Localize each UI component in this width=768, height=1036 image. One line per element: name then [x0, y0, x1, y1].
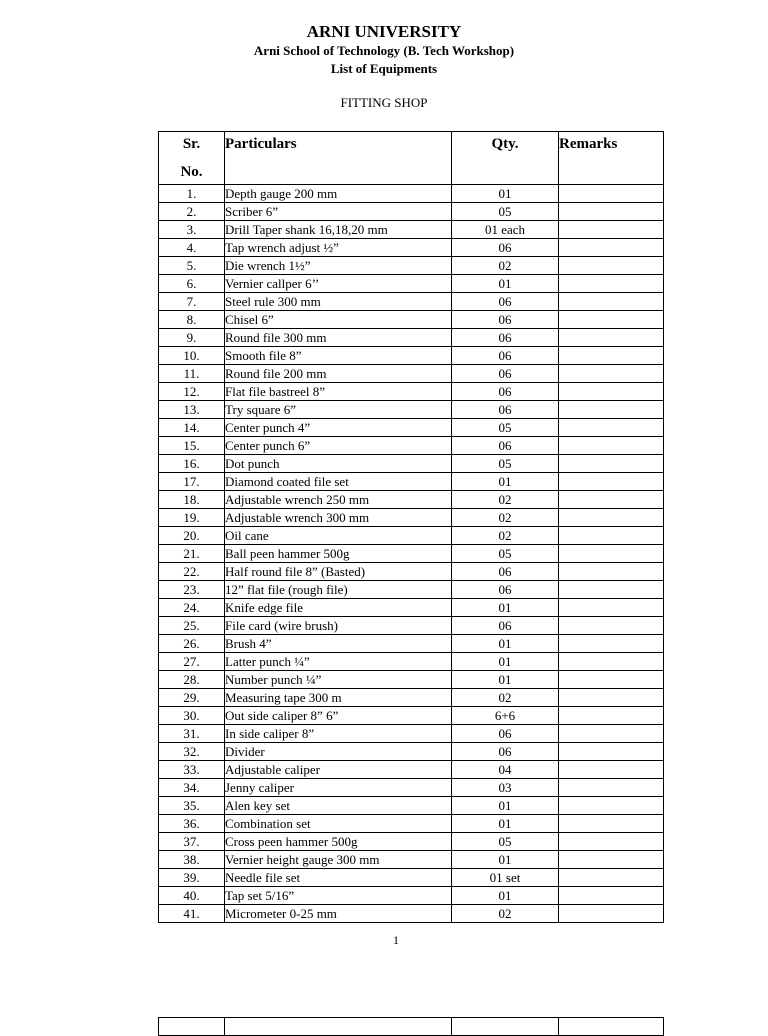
particulars-cell: Center punch 6”: [225, 437, 452, 455]
sr-no-cell: 1.: [159, 185, 225, 203]
particulars-cell: Jenny caliper: [225, 779, 452, 797]
sr-no-cell: 10.: [159, 347, 225, 365]
remarks-cell: [559, 797, 664, 815]
qty-cell: 06: [452, 311, 559, 329]
remarks-cell: [559, 635, 664, 653]
particulars-cell: Round file 200 mm: [225, 365, 452, 383]
table-row: [159, 671, 664, 689]
sr-no-cell: 33.: [159, 761, 225, 779]
particulars-cell: Adjustable caliper: [225, 761, 452, 779]
particulars-cell: Number punch ¼”: [225, 671, 452, 689]
particulars-cell: Smooth file 8”: [225, 347, 452, 365]
table-row: [159, 689, 664, 707]
sr-no-cell: 15.: [159, 437, 225, 455]
table-row: [159, 563, 664, 581]
particulars-cell: Needle file set: [225, 869, 452, 887]
remarks-cell: [559, 707, 664, 725]
remarks-cell: [559, 419, 664, 437]
sr-no-cell: 20.: [159, 527, 225, 545]
table-row: [159, 437, 664, 455]
sr-no-cell: 32.: [159, 743, 225, 761]
sr-no-cell: 13.: [159, 401, 225, 419]
sr-no-cell: 12.: [159, 383, 225, 401]
particulars-cell: Alen key set: [225, 797, 452, 815]
qty-cell: 05: [452, 833, 559, 851]
sr-no-cell: 35.: [159, 797, 225, 815]
sr-no-cell: 3.: [159, 221, 225, 239]
particulars-cell: Round file 300 mm: [225, 329, 452, 347]
particulars-cell: File card (wire brush): [225, 617, 452, 635]
qty-cell: 01: [452, 815, 559, 833]
table-row: [159, 779, 664, 797]
sr-no-cell: 14.: [159, 419, 225, 437]
remarks-cell: [559, 455, 664, 473]
remarks-cell: [559, 491, 664, 509]
table-row: [159, 815, 664, 833]
table-row: [159, 527, 664, 545]
table-row: [159, 545, 664, 563]
remarks-cell: [559, 563, 664, 581]
qty-cell: 01: [452, 185, 559, 203]
table-row: [159, 617, 664, 635]
qty-cell: 06: [452, 725, 559, 743]
sr-no-cell: 18.: [159, 491, 225, 509]
table-row: [159, 419, 664, 437]
remarks-cell: [559, 815, 664, 833]
table-row: [159, 797, 664, 815]
remarks-cell: [559, 581, 664, 599]
table-row: [159, 401, 664, 419]
sr-no-cell: 23.: [159, 581, 225, 599]
qty-cell: 01: [452, 599, 559, 617]
table-row: [159, 851, 664, 869]
sr-no-cell: 11.: [159, 365, 225, 383]
remarks-cell: [559, 239, 664, 257]
particulars-cell: Out side caliper 8” 6”: [225, 707, 452, 725]
particulars-cell: Tap set 5/16”: [225, 887, 452, 905]
table-row: [159, 275, 664, 293]
table-row: [159, 707, 664, 725]
table-row: [159, 473, 664, 491]
qty-cell: 01: [452, 473, 559, 491]
remarks-cell: [559, 473, 664, 491]
particulars-cell: Adjustable wrench 300 mm: [225, 509, 452, 527]
particulars-cell: Divider: [225, 743, 452, 761]
particulars-cell: Half round file 8” (Basted): [225, 563, 452, 581]
table-row: [159, 365, 664, 383]
remarks-cell: [559, 527, 664, 545]
table-row: [159, 905, 664, 923]
column-header-sr-line1: Sr.: [182, 136, 201, 152]
sr-no-cell: 9.: [159, 329, 225, 347]
remarks-cell: [559, 833, 664, 851]
column-header-qty: Qty.: [452, 132, 559, 185]
particulars-cell: Brush 4”: [225, 635, 452, 653]
qty-cell: 06: [452, 383, 559, 401]
particulars-cell: Measuring tape 300 m: [225, 689, 452, 707]
sr-no-cell: 38.: [159, 851, 225, 869]
qty-cell: 02: [452, 491, 559, 509]
qty-cell: 06: [452, 365, 559, 383]
particulars-cell: Die wrench 1½”: [225, 257, 452, 275]
remarks-cell: [559, 221, 664, 239]
qty-cell: 05: [452, 203, 559, 221]
remarks-cell: [559, 509, 664, 527]
column-header-sr-no: [159, 132, 225, 185]
remarks-cell: [559, 689, 664, 707]
next-page-table-edge: [158, 1017, 664, 1036]
sr-no-cell: 41.: [159, 905, 225, 923]
sr-no-cell: 16.: [159, 455, 225, 473]
table-row: [159, 239, 664, 257]
particulars-cell: Dot punch: [225, 455, 452, 473]
particulars-cell: Center punch 4”: [225, 419, 452, 437]
sr-no-cell: 29.: [159, 689, 225, 707]
qty-cell: 02: [452, 509, 559, 527]
remarks-cell: [559, 365, 664, 383]
table-row: [159, 635, 664, 653]
qty-cell: 05: [452, 419, 559, 437]
section-heading: FITTING SHOP: [340, 95, 428, 110]
remarks-cell: [559, 275, 664, 293]
table-cell: [559, 1018, 664, 1036]
particulars-cell: Scriber 6”: [225, 203, 452, 221]
remarks-cell: [559, 311, 664, 329]
particulars-cell: Flat file bastreel 8”: [225, 383, 452, 401]
remarks-cell: [559, 905, 664, 923]
remarks-cell: [559, 887, 664, 905]
remarks-cell: [559, 743, 664, 761]
table-row: [159, 347, 664, 365]
qty-cell: 02: [452, 689, 559, 707]
table-row: [159, 221, 664, 239]
remarks-cell: [559, 779, 664, 797]
qty-cell: 01: [452, 851, 559, 869]
qty-cell: 02: [452, 905, 559, 923]
column-header-particulars: Particulars: [225, 132, 452, 185]
qty-cell: 06: [452, 581, 559, 599]
sr-no-cell: 8.: [159, 311, 225, 329]
table-cell: [159, 1018, 225, 1036]
qty-cell: 03: [452, 779, 559, 797]
table-header-row: [159, 132, 664, 185]
remarks-cell: [559, 617, 664, 635]
table-row: [159, 509, 664, 527]
particulars-cell: Diamond coated file set: [225, 473, 452, 491]
document-title: ARNI UNIVERSITY: [306, 22, 462, 41]
particulars-cell: In side caliper 8”: [225, 725, 452, 743]
qty-cell: 06: [452, 563, 559, 581]
column-header-sr-line2: No.: [180, 164, 203, 180]
remarks-cell: [559, 725, 664, 743]
remarks-cell: [559, 851, 664, 869]
sr-no-cell: 25.: [159, 617, 225, 635]
sr-no-cell: 24.: [159, 599, 225, 617]
table-cell: [225, 1018, 452, 1036]
sr-no-cell: 2.: [159, 203, 225, 221]
table-row: [159, 329, 664, 347]
qty-cell: 01: [452, 653, 559, 671]
remarks-cell: [559, 257, 664, 275]
table-row: [159, 491, 664, 509]
remarks-cell: [559, 671, 664, 689]
particulars-cell: Ball peen hammer 500g: [225, 545, 452, 563]
table-row: [159, 833, 664, 851]
qty-cell: 6+6: [452, 707, 559, 725]
sr-no-cell: 6.: [159, 275, 225, 293]
sr-no-cell: 22.: [159, 563, 225, 581]
remarks-cell: [559, 383, 664, 401]
particulars-cell: Oil cane: [225, 527, 452, 545]
table-row: [159, 293, 664, 311]
particulars-cell: Steel rule 300 mm: [225, 293, 452, 311]
sr-no-cell: 30.: [159, 707, 225, 725]
table-row: [159, 743, 664, 761]
table-row: [159, 203, 664, 221]
particulars-cell: Cross peen hammer 500g: [225, 833, 452, 851]
qty-cell: 01: [452, 887, 559, 905]
particulars-cell: Vernier height gauge 300 mm: [225, 851, 452, 869]
particulars-cell: Depth gauge 200 mm: [225, 185, 452, 203]
particulars-cell: Combination set: [225, 815, 452, 833]
qty-cell: 02: [452, 527, 559, 545]
sr-no-cell: 27.: [159, 653, 225, 671]
table-row: [159, 455, 664, 473]
sr-no-cell: 5.: [159, 257, 225, 275]
sr-no-cell: 34.: [159, 779, 225, 797]
qty-cell: 02: [452, 257, 559, 275]
remarks-cell: [559, 599, 664, 617]
particulars-cell: Try square 6”: [225, 401, 452, 419]
sr-no-cell: 39.: [159, 869, 225, 887]
sr-no-cell: 4.: [159, 239, 225, 257]
qty-cell: 01: [452, 671, 559, 689]
qty-cell: 06: [452, 293, 559, 311]
sr-no-cell: 19.: [159, 509, 225, 527]
remarks-cell: [559, 293, 664, 311]
particulars-cell: 12” flat file (rough file): [225, 581, 452, 599]
particulars-cell: Vernier callper 6’’: [225, 275, 452, 293]
particulars-cell: Tap wrench adjust ½”: [225, 239, 452, 257]
column-header-remarks: Remarks: [559, 132, 664, 185]
remarks-cell: [559, 203, 664, 221]
qty-cell: 06: [452, 347, 559, 365]
qty-cell: 05: [452, 545, 559, 563]
table-row: [159, 887, 664, 905]
qty-cell: 06: [452, 617, 559, 635]
page-number: 1: [393, 933, 399, 947]
sr-no-cell: 21.: [159, 545, 225, 563]
sr-no-cell: 26.: [159, 635, 225, 653]
sr-no-cell: 17.: [159, 473, 225, 491]
table-cell: [452, 1018, 559, 1036]
remarks-cell: [559, 761, 664, 779]
remarks-cell: [559, 869, 664, 887]
table-row: [159, 383, 664, 401]
qty-cell: 01 each: [452, 221, 559, 239]
table-row: [159, 185, 664, 203]
sr-no-cell: 7.: [159, 293, 225, 311]
qty-cell: 01: [452, 275, 559, 293]
remarks-cell: [559, 653, 664, 671]
remarks-cell: [559, 329, 664, 347]
table-row: [159, 653, 664, 671]
sr-no-cell: 36.: [159, 815, 225, 833]
qty-cell: 01 set: [452, 869, 559, 887]
particulars-cell: Micrometer 0-25 mm: [225, 905, 452, 923]
table-row: [159, 581, 664, 599]
particulars-cell: Drill Taper shank 16,18,20 mm: [225, 221, 452, 239]
sr-no-cell: 40.: [159, 887, 225, 905]
remarks-cell: [559, 401, 664, 419]
equipment-table: [158, 131, 664, 923]
particulars-cell: Latter punch ¼”: [225, 653, 452, 671]
qty-cell: 01: [452, 797, 559, 815]
particulars-cell: Knife edge file: [225, 599, 452, 617]
sr-no-cell: 31.: [159, 725, 225, 743]
document-subtitle: Arni School of Technology (B. Tech Workshop): [253, 43, 515, 58]
table-row: [159, 1018, 664, 1036]
document-subtitle-list: List of Equipments: [330, 61, 438, 76]
remarks-cell: [559, 437, 664, 455]
table-row: [159, 599, 664, 617]
sr-no-cell: 37.: [159, 833, 225, 851]
qty-cell: 04: [452, 761, 559, 779]
qty-cell: 06: [452, 239, 559, 257]
qty-cell: 06: [452, 743, 559, 761]
table-row: [159, 869, 664, 887]
table-body: [159, 185, 664, 923]
qty-cell: 05: [452, 455, 559, 473]
table-row: [159, 725, 664, 743]
sr-no-cell: 28.: [159, 671, 225, 689]
particulars-cell: Adjustable wrench 250 mm: [225, 491, 452, 509]
particulars-cell: Chisel 6”: [225, 311, 452, 329]
remarks-cell: [559, 347, 664, 365]
table-row: [159, 761, 664, 779]
qty-cell: 01: [452, 635, 559, 653]
remarks-cell: [559, 185, 664, 203]
remarks-cell: [559, 545, 664, 563]
table-row: [159, 257, 664, 275]
qty-cell: 06: [452, 401, 559, 419]
qty-cell: 06: [452, 437, 559, 455]
table-row: [159, 311, 664, 329]
qty-cell: 06: [452, 329, 559, 347]
